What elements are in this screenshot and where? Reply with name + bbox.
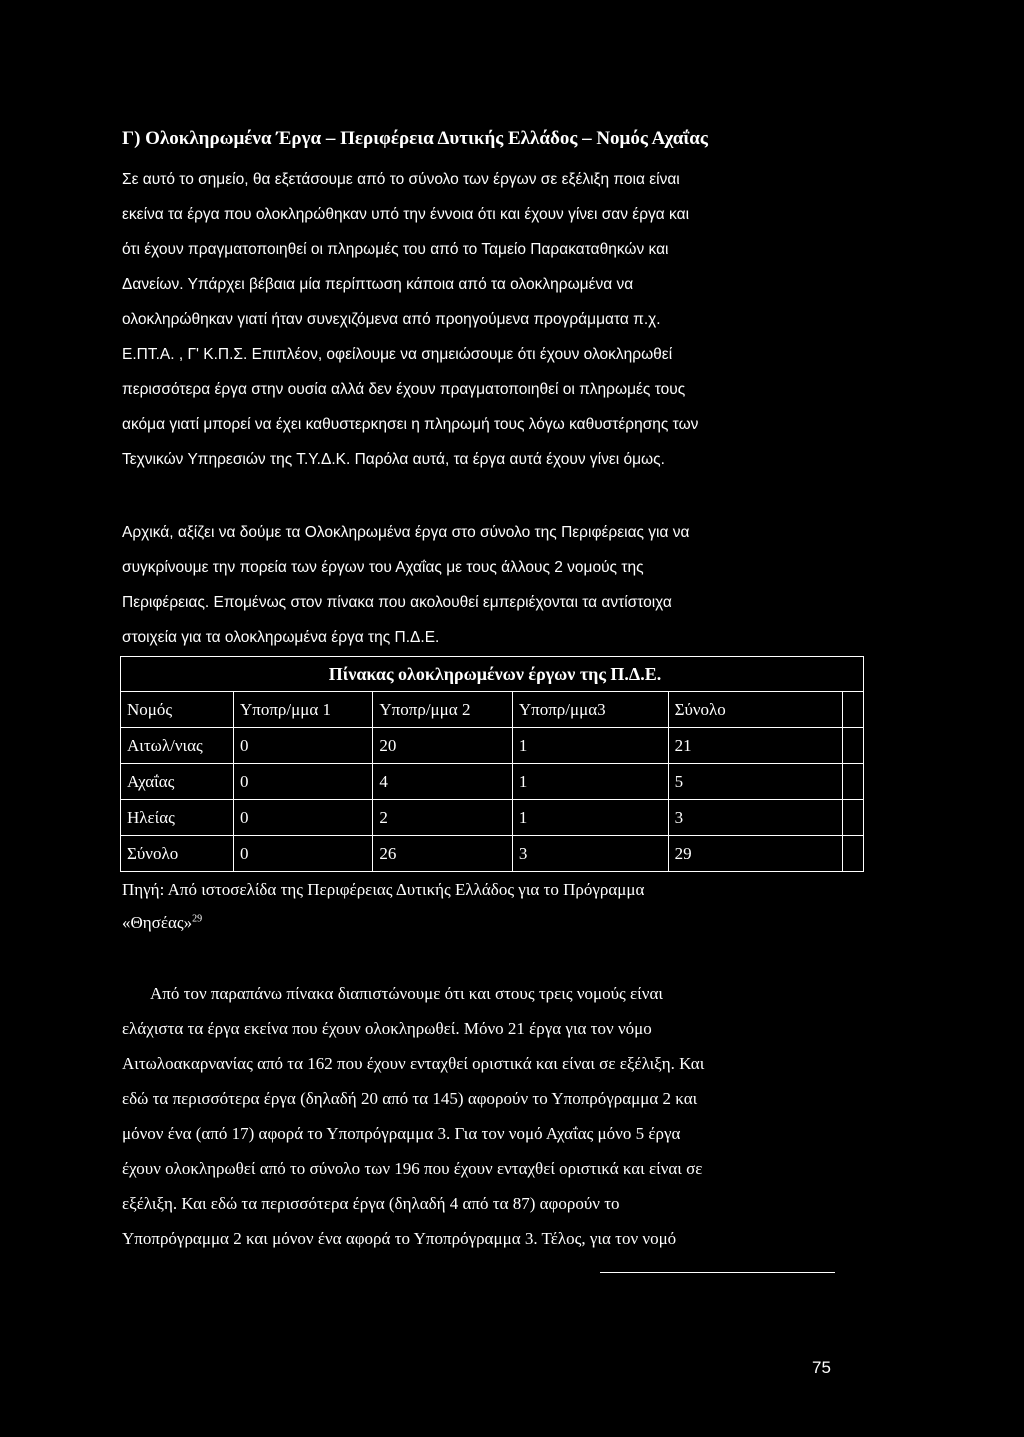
table-cell: 5 <box>668 764 842 800</box>
paragraph-2-line: στοιχεία για τα ολοκληρωμένα έργα της Π.Δ.Ε. <box>122 629 440 646</box>
paragraph-1-line: περισσότερα έργα στην ουσία αλλά δεν έχουν πραγματοποιηθεί οι πληρωμές τους <box>122 381 686 398</box>
paragraph-1-line: ακόμα γιατί μπορεί να έχει καθυστερκησει η πληρωμή τους λόγω καθυστέρησης των <box>122 416 699 433</box>
paragraph-1-line: ολοκληρώθηκαν γιατί ήταν συνεχιζόμενα από προηγούμενα προγράμματα π.χ. <box>122 311 661 328</box>
paragraph-1-line: εκείνα τα έργα που ολοκληρώθηκαν υπό την έννοια ότι και έχουν γίνει σαν έργα και <box>122 206 690 223</box>
table-cell: 4 <box>373 764 512 800</box>
table-cell: 1 <box>512 764 668 800</box>
table-cell: 21 <box>668 728 842 764</box>
paragraph-1-line: Τεχνικών Υπηρεσιών της Τ.Υ.Δ.Κ. Παρόλα αυτά, τα έργα αυτά έχουν γίνει όμως. <box>122 451 665 468</box>
table-cell: Σύνολο <box>121 836 234 872</box>
table-caption-row <box>121 657 864 692</box>
paragraph-1-line: Ε.ΠΤ.Α. , Γ' Κ.Π.Σ. Επιπλέον, οφείλουμε να σημειώσουμε ότι έχουν ολοκληρωθεί <box>122 346 673 363</box>
column-header: Υποπρ/μμα3 <box>512 692 668 728</box>
paragraph-2-line: συγκρίνουμε την πορεία των έργων του Αχαΐας με τους άλλους 2 νομούς της <box>122 559 644 576</box>
table-row <box>121 728 864 764</box>
table-cell: 1 <box>512 728 668 764</box>
empty-cell <box>842 692 863 728</box>
paragraph-3-line: Υποπρόγραμμα 2 και μόνον ένα αφορά το Υποπρόγραμμα 3. Τέλος, για τον νομό <box>122 1229 677 1248</box>
paragraph-3-line: εδώ τα περισσότερα έργα (δηλαδή 20 από τα 145) αφορούν το Υποπρόγραμμα 2 και <box>122 1089 698 1108</box>
table-cell: 1 <box>512 800 668 836</box>
paragraph-3-line: Αιτωλοακαρνανίας από τα 162 που έχουν ενταχθεί οριστικά και είναι σε εξέλιξη. Και <box>122 1054 705 1073</box>
table-cell: 0 <box>233 728 372 764</box>
column-header: Υποπρ/μμα 2 <box>373 692 512 728</box>
page-number: 75 <box>812 1358 831 1377</box>
table-cell: 29 <box>668 836 842 872</box>
footnote-marker: 29 <box>192 913 203 925</box>
table-cell: 0 <box>233 764 372 800</box>
table-header-row <box>121 692 864 728</box>
table-cell: 20 <box>373 728 512 764</box>
empty-cell <box>842 836 863 872</box>
table-row <box>121 800 864 836</box>
paragraph-3-line: ελάχιστα τα έργα εκείνα που έχουν ολοκληρωθεί. Μόνο 21 έργα για τον νόμο <box>122 1019 652 1038</box>
paragraph-1-line: Δανείων. Υπάρχει βέβαια μία περίπτωση κάποια από τα ολοκληρωμένα να <box>122 276 634 293</box>
table-cell: 0 <box>233 800 372 836</box>
column-header: Σύνολο <box>668 692 842 728</box>
table-cell: 3 <box>512 836 668 872</box>
table-cell: 2 <box>373 800 512 836</box>
table-caption: Πίνακας ολοκληρωμένων έργων της Π.Δ.Ε. <box>121 657 864 692</box>
paragraph-3-line: μόνον ένα (από 17) αφορά το Υποπρόγραμμα 3. Για τον νομό Αχαΐας μόνο 5 έργα <box>122 1124 681 1143</box>
column-header: Υποπρ/μμα 1 <box>233 692 372 728</box>
paragraph-1-line: ότι έχουν πραγματοποιηθεί οι πληρωμές του από το Ταμείο Παρακαταθηκών και <box>122 241 669 258</box>
empty-cell <box>842 728 863 764</box>
table-cell: 0 <box>233 836 372 872</box>
source-name: «Θησέας» <box>122 913 193 932</box>
source-line <box>122 913 202 933</box>
divider <box>600 1272 835 1273</box>
table-cell: Αχαΐας <box>121 764 234 800</box>
table-cell: Ηλείας <box>121 800 234 836</box>
paragraph-2-line: Περιφέρειας. Επομένως στον πίνακα που ακολουθεί εμπεριέχονται τα αντίστοιχα <box>122 594 672 611</box>
completed-projects-table <box>120 656 864 872</box>
table-cell: Αιτωλ/νιας <box>121 728 234 764</box>
table-cell: 26 <box>373 836 512 872</box>
paragraph-2-line: Αρχικά, αξίζει να δούμε τα Ολοκληρωμένα έργα στο σύνολο της Περιφέρειας για να <box>122 524 690 541</box>
paragraph-3-line: έχουν ολοκληρωθεί από το σύνολο των 196 που έχουν ενταχθεί οριστικά και είναι σε <box>122 1159 703 1178</box>
empty-cell <box>842 764 863 800</box>
source-line: Πηγή: Από ιστοσελίδα της Περιφέρειας Δυτικής Ελλάδος για το Πρόγραμμα <box>122 880 645 899</box>
table-row <box>121 836 864 872</box>
paragraph-3-line: εξέλιξη. Και εδώ τα περισσότερα έργα (δηλαδή 4 από τα 87) αφορούν το <box>122 1194 620 1213</box>
section-heading: Γ) Ολοκληρωμένα Έργα – Περιφέρεια Δυτικής Ελλάδος – Νομός Αχαΐας <box>122 128 708 149</box>
empty-cell <box>842 800 863 836</box>
paragraph-1-line: Σε αυτό το σημείο, θα εξετάσουμε από το σύνολο των έργων σε εξέλιξη ποια είναι <box>122 171 680 188</box>
paragraph-3-line: Από τον παραπάνω πίνακα διαπιστώνουμε ότι και στους τρεις νομούς είναι <box>150 984 663 1003</box>
column-header: Νομός <box>121 692 234 728</box>
table-cell: 3 <box>668 800 842 836</box>
table-row <box>121 764 864 800</box>
